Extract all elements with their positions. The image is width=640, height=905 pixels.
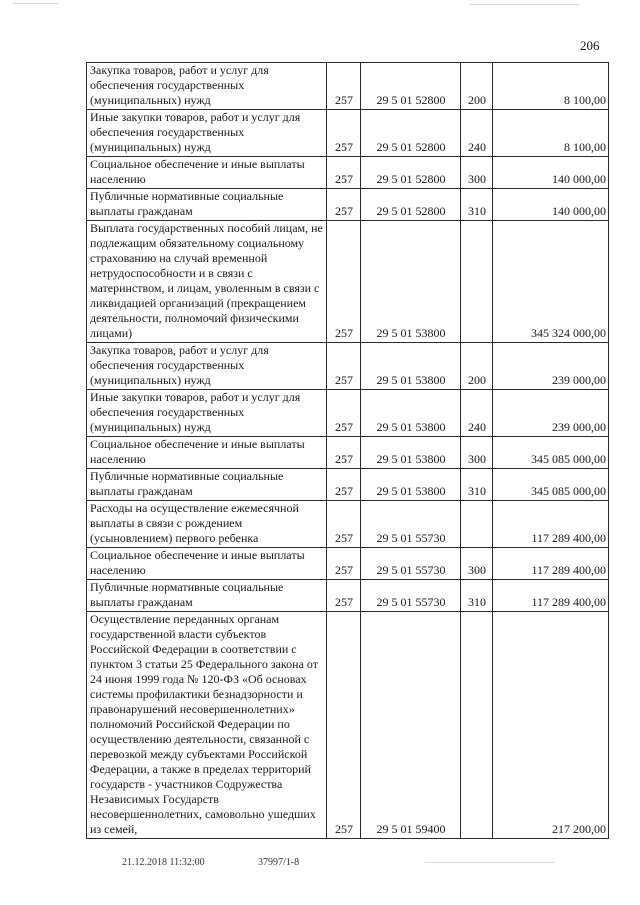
row-amount: 239 000,00 [493,390,609,437]
row-target-article: 29 5 01 55730 [361,548,461,580]
row-name: Публичные нормативные социальные выплаты гражданам [87,189,327,221]
row-name: Закупка товаров, работ и услуг для обеспечения государственных (муниципальных) нужд [87,63,327,110]
row-amount: 140 000,00 [493,189,609,221]
row-name: Социальное обеспечение и иные выплаты населению [87,437,327,469]
row-expense-type [461,612,493,839]
row-amount: 117 289 400,00 [493,501,609,548]
row-name: Закупка товаров, работ и услуг для обеспечения государственных (муниципальных) нужд [87,343,327,390]
row-target-article: 29 5 01 59400 [361,612,461,839]
scan-artifact [470,4,580,5]
row-name: Иные закупки товаров, работ и услуг для обеспечения государственных (муниципальных) нужд [87,110,327,157]
row-name: Осуществление переданных органам государственной власти субъектов Российской Федерации в соответствии с пунктом 3 статьи 25 Федерального закона от 24 июня 1999 года № 120-ФЗ «Об основах системы профилактики безнадзорности и правонарушений несовершеннолетних» полномочий Российской Федерации по осуществлению деятельности, связанной с перевозкой между субъектами Российской Федерации, а также в пределах территорий государств - участников Содружества Независимых Государств несовершеннолетних, самовольно ушедших из семей, [87,612,327,839]
row-expense-type: 240 [461,110,493,157]
row-ministry-code: 257 [327,580,361,612]
row-ministry-code: 257 [327,612,361,839]
row-ministry-code: 257 [327,63,361,110]
row-target-article: 29 5 01 53800 [361,469,461,501]
scan-artifact [12,3,58,4]
row-amount: 345 085 000,00 [493,437,609,469]
row-amount: 140 000,00 [493,157,609,189]
row-name: Иные закупки товаров, работ и услуг для обеспечения государственных (муниципальных) нужд [87,390,327,437]
row-amount: 217 200,00 [493,612,609,839]
row-expense-type: 200 [461,343,493,390]
row-ministry-code: 257 [327,157,361,189]
row-target-article: 29 5 01 52800 [361,157,461,189]
row-expense-type: 240 [461,390,493,437]
row-amount: 345 085 000,00 [493,469,609,501]
row-ministry-code: 257 [327,343,361,390]
row-target-article: 29 5 01 53800 [361,437,461,469]
table-row [87,157,609,189]
scan-artifact [425,862,555,863]
row-expense-type: 200 [461,63,493,110]
row-target-article: 29 5 01 55730 [361,501,461,548]
row-amount: 8 100,00 [493,63,609,110]
row-expense-type: 300 [461,157,493,189]
table-row [87,548,609,580]
table-row [87,343,609,390]
row-target-article: 29 5 01 52800 [361,110,461,157]
row-ministry-code: 257 [327,469,361,501]
row-name: Выплата государственных пособий лицам, не подлежащим обязательному социальному страхованию на случай временной нетрудоспособности и в связи с материнством, и лицам, уволенным в связи с ликвидацией организаций (прекращением деятельности, полномочий физическими лицами) [87,221,327,343]
row-expense-type: 310 [461,189,493,221]
row-target-article: 29 5 01 52800 [361,63,461,110]
row-expense-type: 310 [461,469,493,501]
row-name: Публичные нормативные социальные выплаты гражданам [87,580,327,612]
row-expense-type: 300 [461,548,493,580]
table-row [87,63,609,110]
table-row [87,189,609,221]
row-ministry-code: 257 [327,221,361,343]
row-amount: 117 289 400,00 [493,580,609,612]
row-amount: 8 100,00 [493,110,609,157]
footer-document-number: 37997/1-8 [258,857,300,868]
row-name: Расходы на осуществление ежемесячной выплаты в связи с рождением (усыновлением) первого ребенка [87,501,327,548]
table-row [87,110,609,157]
row-target-article: 29 5 01 53800 [361,390,461,437]
table-row [87,469,609,501]
row-name: Социальное обеспечение и иные выплаты населению [87,548,327,580]
row-ministry-code: 257 [327,110,361,157]
table-row [87,221,609,343]
row-ministry-code: 257 [327,501,361,548]
row-amount: 345 324 000,00 [493,221,609,343]
footer-timestamp: 21.12.2018 11:32:00 [122,857,205,868]
table-row [87,501,609,548]
row-target-article: 29 5 01 53800 [361,343,461,390]
table-row [87,390,609,437]
row-name: Публичные нормативные социальные выплаты гражданам [87,469,327,501]
row-expense-type: 310 [461,580,493,612]
row-amount: 117 289 400,00 [493,548,609,580]
row-ministry-code: 257 [327,548,361,580]
row-target-article: 29 5 01 55730 [361,580,461,612]
row-ministry-code: 257 [327,390,361,437]
row-expense-type [461,221,493,343]
table-row [87,580,609,612]
row-ministry-code: 257 [327,437,361,469]
row-name: Социальное обеспечение и иные выплаты населению [87,157,327,189]
table-row [87,612,609,839]
budget-table [86,62,609,839]
table-row [87,437,609,469]
row-expense-type [461,501,493,548]
row-target-article: 29 5 01 52800 [361,189,461,221]
row-target-article: 29 5 01 53800 [361,221,461,343]
row-expense-type: 300 [461,437,493,469]
page-number: 206 [580,38,600,53]
row-ministry-code: 257 [327,189,361,221]
row-amount: 239 000,00 [493,343,609,390]
